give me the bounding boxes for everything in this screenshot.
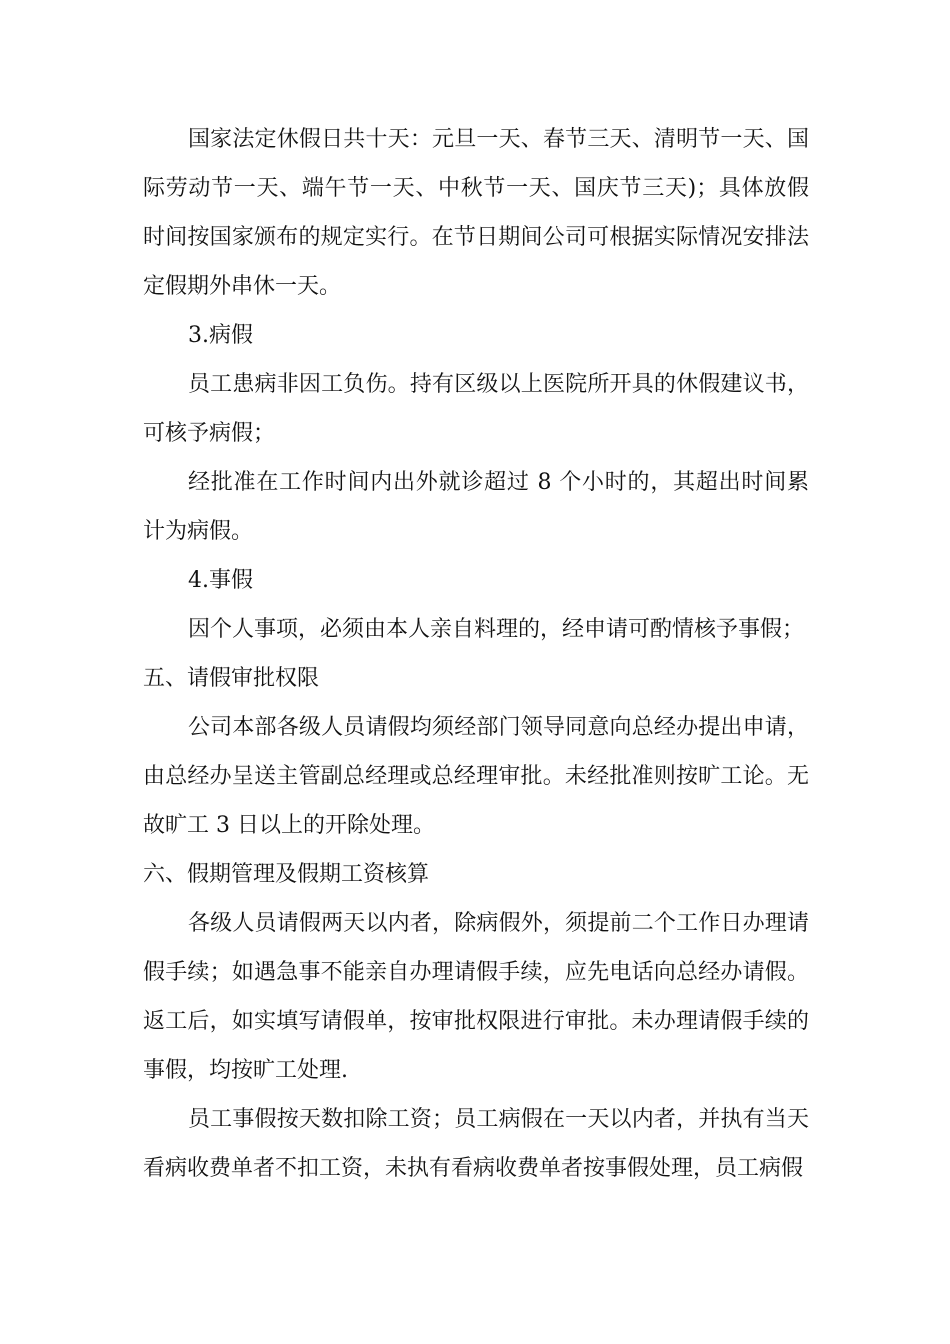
paragraph-leave-procedure: 各级人员请假两天以内者，除病假外，须提前二个工作日办理请假手续；如遇急事不能亲自办理请假手续，应先电话向总经办请假。返工后，如实填写请假单，按审批权限进行审批。未办理请假手续的事假，均按旷工处理. (143, 911, 809, 1083)
heading-sick-leave: 3.病假 (188, 323, 253, 348)
section-heading-leave-management: 六、假期管理及假期工资核算 (143, 862, 430, 887)
paragraph-leave-wages: 员工事假按天数扣除工资；员工病假在一天以内者，并执有当天看病收费单者不扣工资，未执有看病收费单者按事假处理，员工病假 (143, 1107, 809, 1181)
paragraph-sick-leave-certificate: 员工患病非因工负伤。持有区级以上医院所开具的休假建议书，可核予病假； (143, 372, 809, 446)
heading-personal-leave: 4.事假 (188, 568, 253, 593)
section-heading-approval-authority: 五、请假审批权限 (143, 666, 320, 691)
paragraph-approval-authority: 公司本部各级人员请假均须经部门领导同意向总经办提出申请，由总经办呈送主管副总经理或总经理审批。未经批准则按旷工论。无故旷工 3 日以上的开除处理。 (143, 715, 809, 838)
document-body (143, 115, 809, 1193)
paragraph-personal-leave: 因个人事项，必须由本人亲自料理的，经申请可酌情核予事假； (188, 617, 805, 642)
paragraph-sick-leave-overtime: 经批准在工作时间内出外就诊超过 8 个小时的，其超出时间累计为病假。 (143, 470, 809, 544)
paragraph-statutory-holidays: 国家法定休假日共十天：元旦一天、春节三天、清明节一天、国际劳动节一天、端午节一天、中秋节一天、国庆节三天)；具体放假时间按国家颁布的规定实行。在节日期间公司可根据实际情况安排法定假期外串休一天。 (143, 127, 809, 299)
